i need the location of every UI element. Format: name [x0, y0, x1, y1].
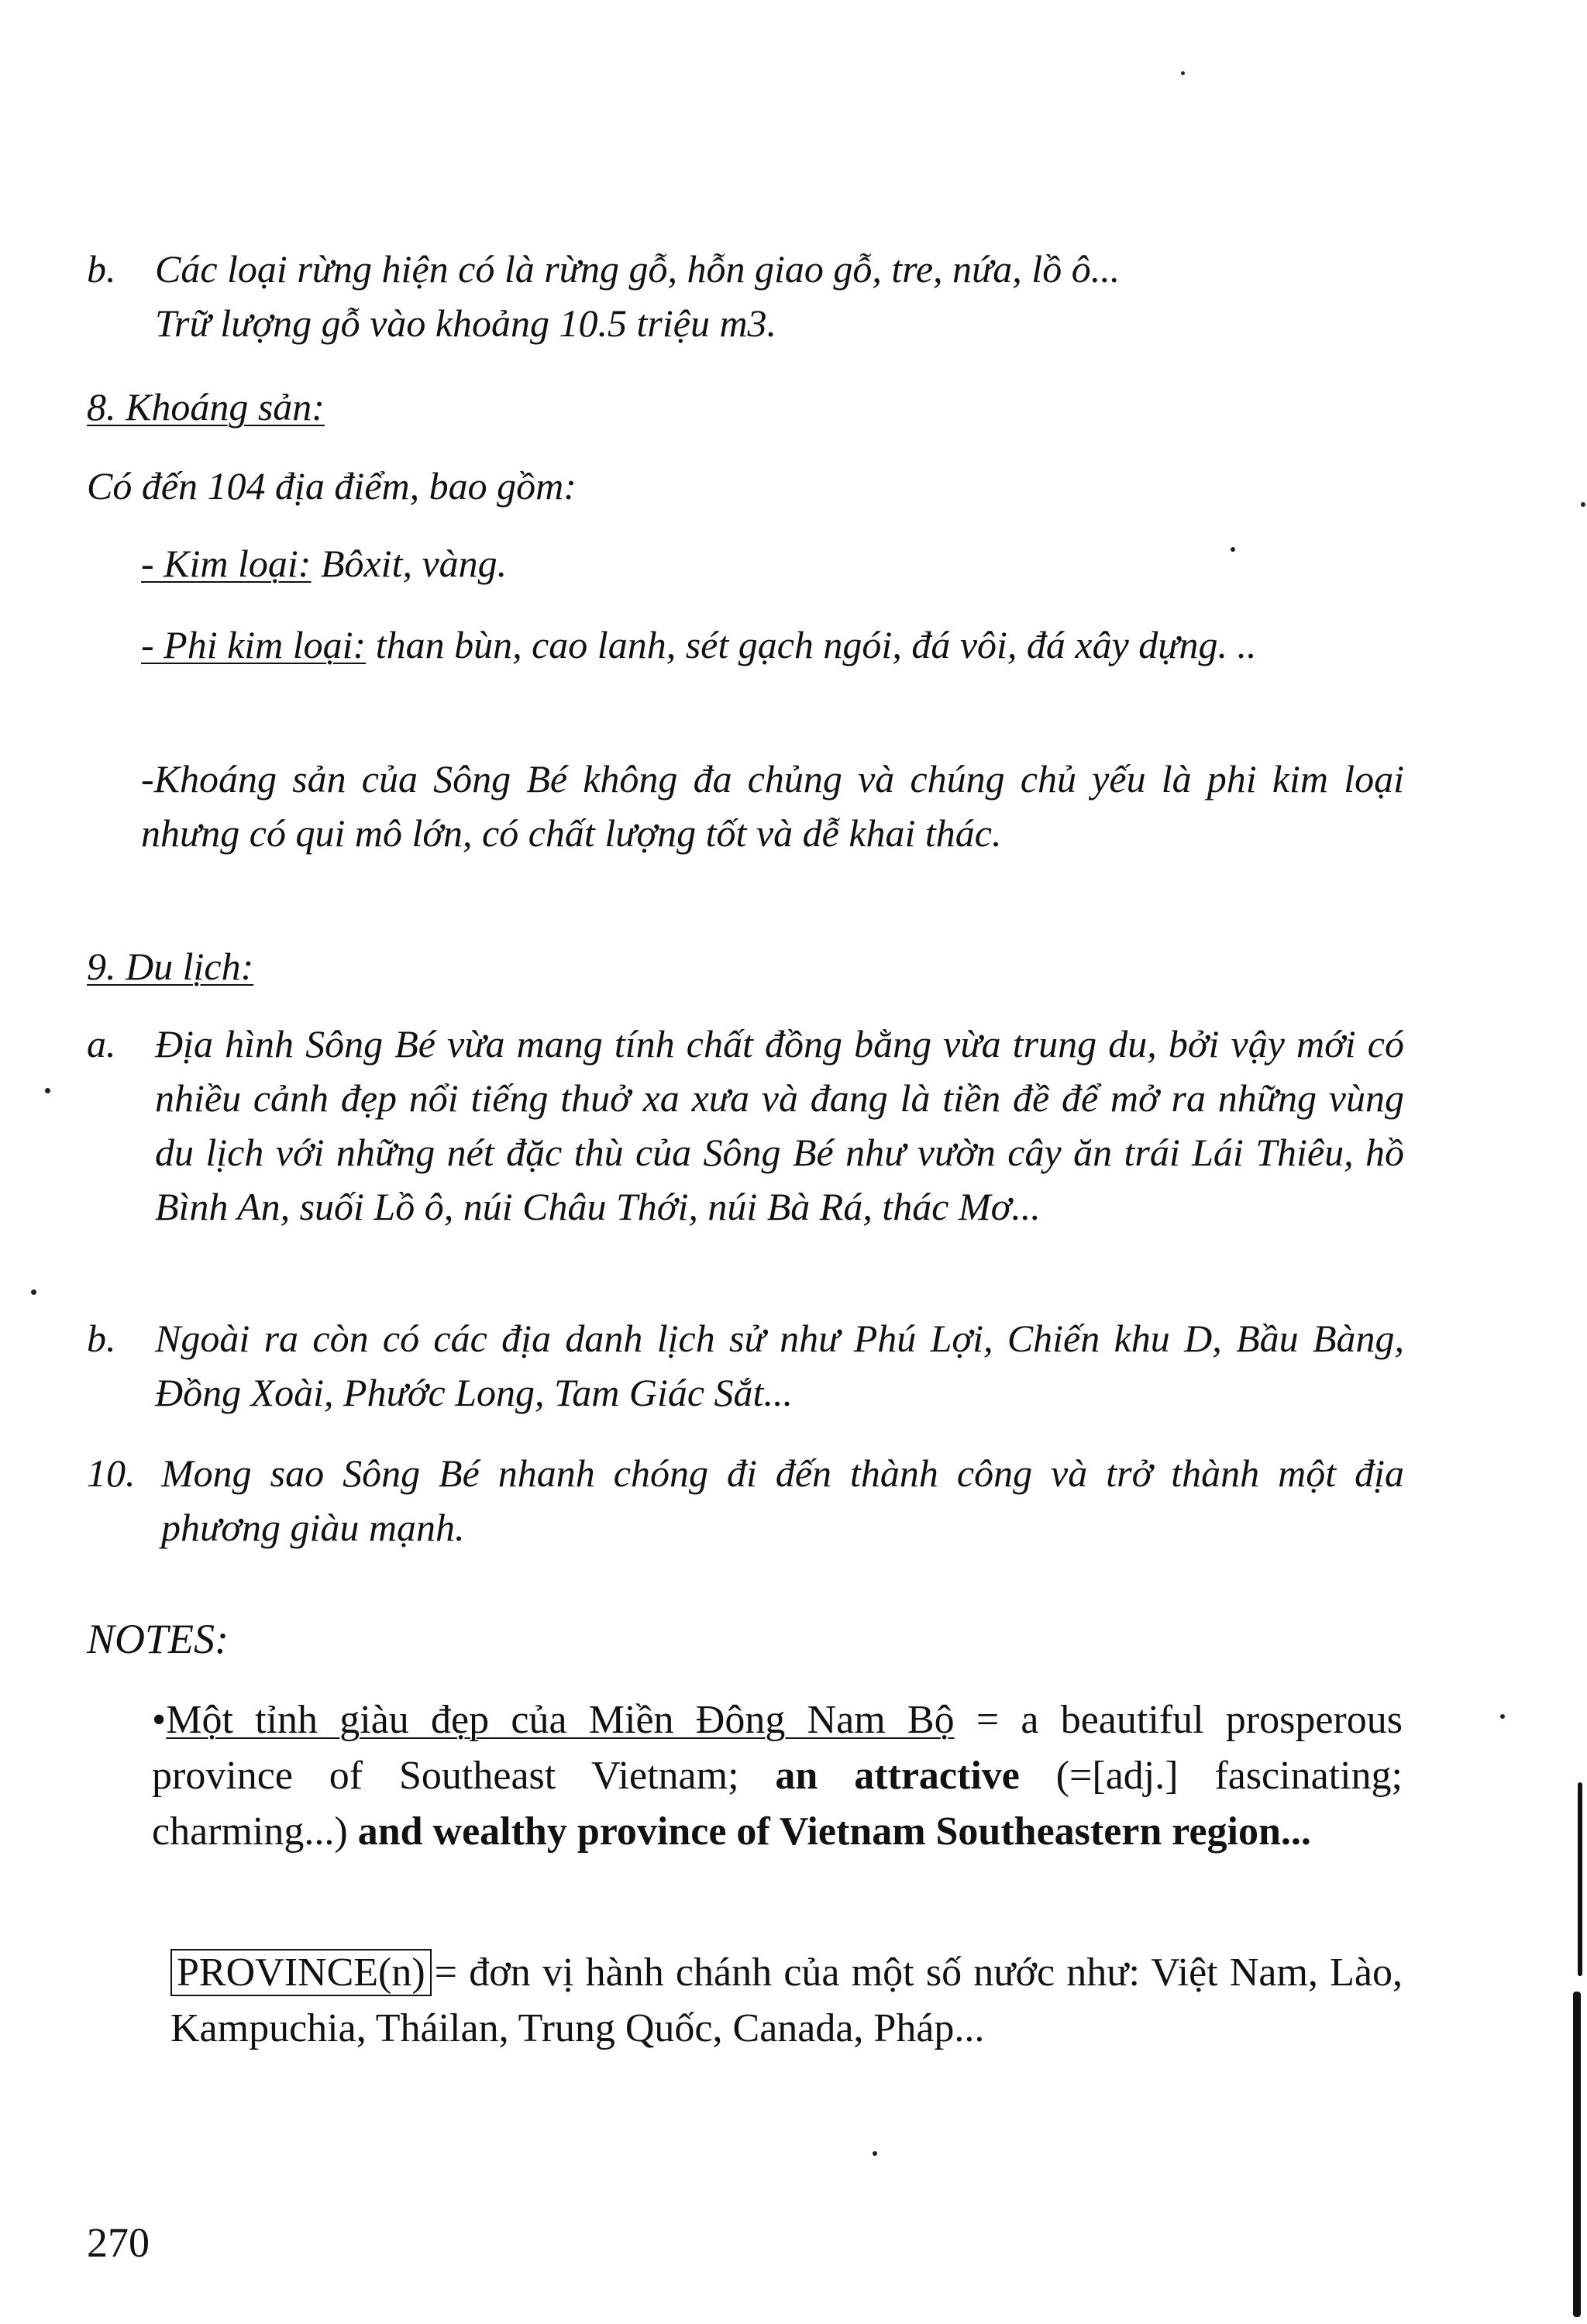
item-line: Các loại rừng hiện có là rừng gỗ, hỗn giao gỗ, tre, nứa, lồ ô... [155, 247, 1121, 291]
item-label: b. [87, 1317, 116, 1360]
bold-phrase: and wealthy province of Vietnam Southeastern region... [357, 1809, 1311, 1854]
list-item-text: than bùn, cao lanh, sét gạch ngói, đá vôi, đá xây dựng. .. [375, 623, 1257, 666]
list-item-text: Bôxit, vàng. [320, 542, 508, 585]
vietnamese-phrase: Một tỉnh giàu đẹp của Miền Đông Nam Bộ [166, 1698, 955, 1742]
item-7b [87, 242, 1404, 350]
definition-entry [170, 1945, 1403, 2057]
item-label: a. [87, 1022, 116, 1066]
translation-text: = a beautiful prosperous province of Southeast Vietnam; [152, 1698, 1403, 1798]
notes-entry [152, 1692, 1403, 1860]
bold-phrase: an attractive [775, 1754, 1020, 1798]
scan-speck [45, 1088, 50, 1093]
item-9b [87, 1311, 1404, 1420]
paragraph: -Khoáng sản của Sông Bé không đa chủng và chúng chủ yếu là phi kim loại nhưng có qui mô lớn, có chất lượng tốt và dễ khai thác. [141, 757, 1404, 855]
page-number: 270 [87, 2219, 150, 2266]
item-text: Mong sao Sông Bé nhanh chóng đi đến thành công và trở thành một địa phương giàu mạnh. [161, 1451, 1404, 1549]
item-text [155, 242, 1404, 350]
heading-text: 8. Khoáng sản: [87, 385, 325, 429]
item-label: b. [87, 247, 116, 291]
list-item-label: - Phi kim loại: [141, 623, 367, 666]
section-intro: Có đến 104 địa điểm, bao gồm: [87, 464, 577, 508]
scan-speck [1500, 1714, 1505, 1719]
bullet: • [152, 1698, 167, 1742]
synonyms-text: (=[adj.] fascinating; charming...) [152, 1754, 1403, 1854]
list-item [141, 536, 1404, 590]
boxed-term: PROVINCE(n) [170, 1949, 432, 1996]
section-heading [87, 939, 1404, 993]
scan-speck [1231, 547, 1235, 552]
scan-speck [31, 1289, 36, 1295]
scan-edge-mark [1573, 1992, 1581, 2317]
heading-text: 9. Du lịch: [87, 945, 254, 988]
item-text: Địa hình Sông Bé vừa mang tính chất đồng bằng vừa trung du, bởi vậy mới có nhiều cảnh đẹp nổi tiếng thuở xa xưa và đang là tiền đề để mở ra những vùng du lịch với những nét đặc thù của Sông Bé như vườn cây ăn trái Lái Thiêu, hồ Bình An, suối Lồ ô, núi Châu Thới, núi Bà Rá, thác Mơ... [155, 1022, 1404, 1228]
notes-heading: NOTES: [87, 1616, 229, 1662]
section-heading [87, 380, 1404, 434]
item-label: 10. [87, 1451, 136, 1495]
definition-text: = đơn vị hành chánh của một số nước như: Việt Nam, Lào, Kampuchia, Tháilan, Trung Quốc, Canada, Pháp... [170, 1950, 1403, 2050]
list-item-label: - Kim loại: [141, 542, 312, 585]
item-text: Ngoài ra còn có các địa danh lịch sử như Phú Lợi, Chiến khu D, Bầu Bàng, Đồng Xoài, Phước Long, Tam Giác Sắt... [155, 1317, 1404, 1414]
scan-speck [1581, 502, 1585, 507]
scan-edge-mark [1578, 1782, 1582, 1976]
scan-speck [1181, 71, 1185, 75]
scan-speck [873, 2151, 877, 2156]
item-10 [87, 1446, 1404, 1554]
list-item [141, 618, 1404, 672]
item-line: Trữ lượng gỗ vào khoảng 10.5 triệu m3. [155, 301, 777, 345]
item-9a [87, 1017, 1404, 1234]
